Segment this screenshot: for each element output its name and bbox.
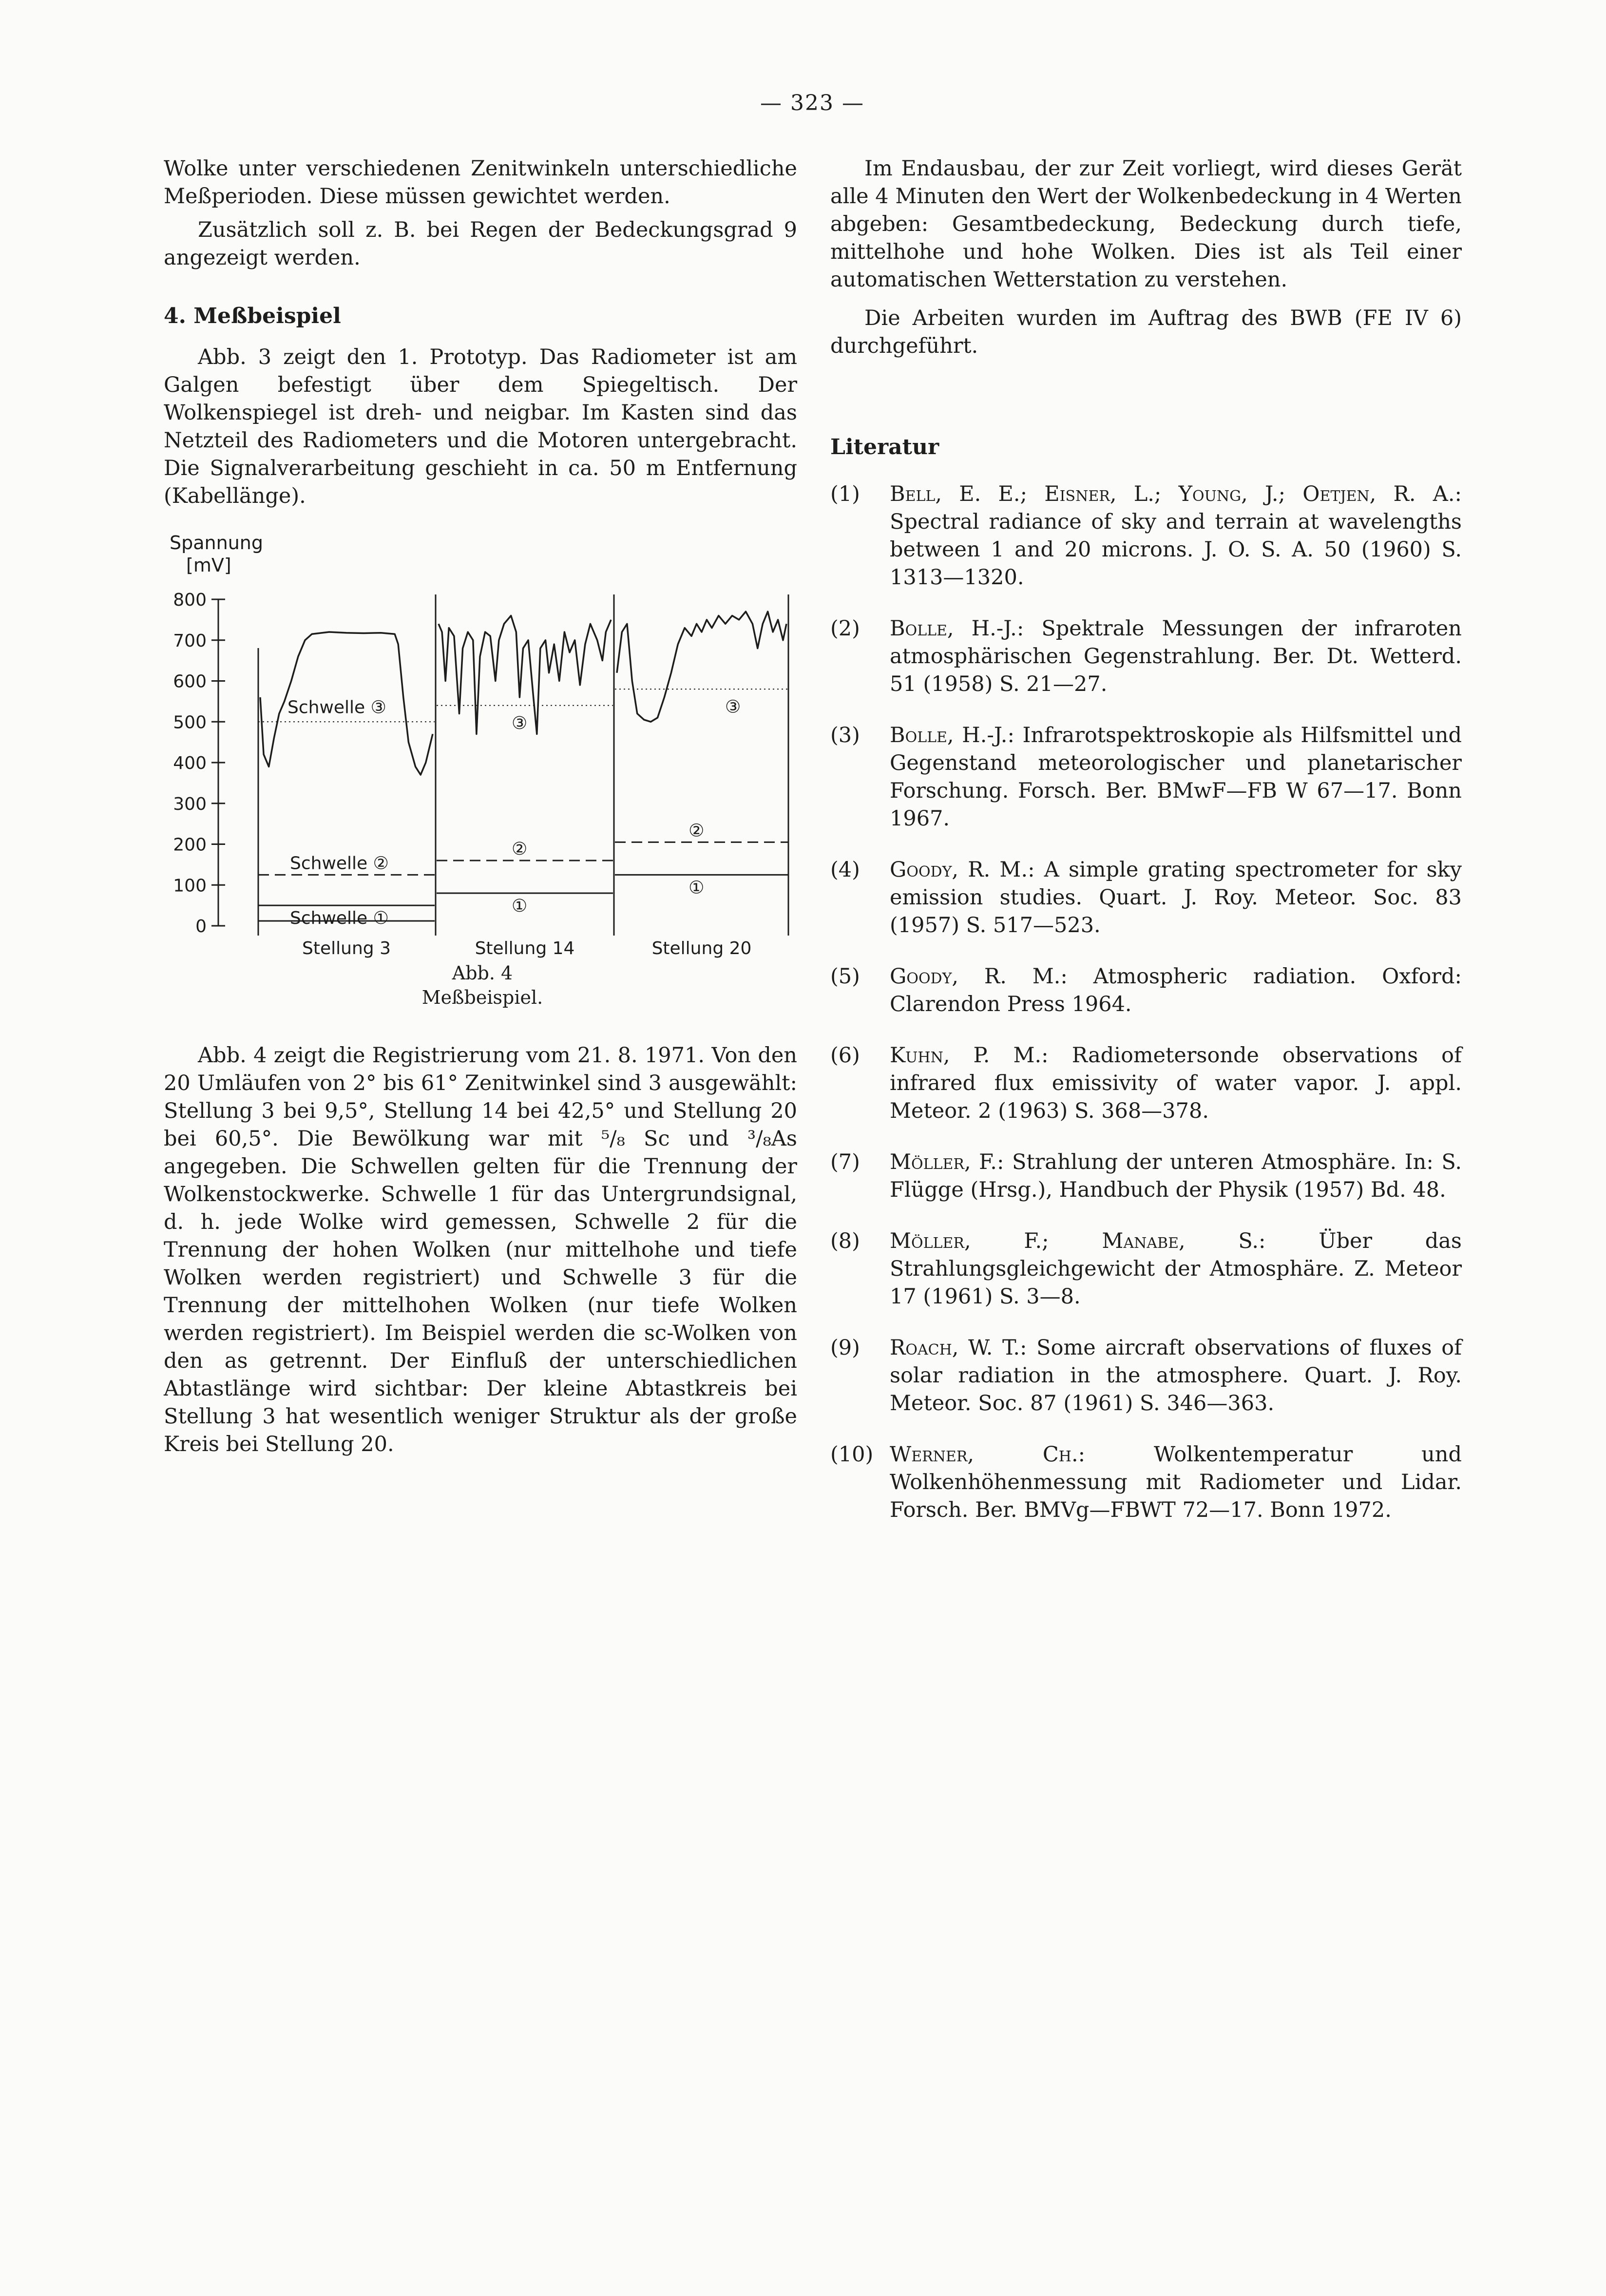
reference-text: Strahlung der unteren Atmosphäre. In: S. Flügge (Hrsg.), Handbuch der Physik (1957) Bd. 48. (890, 1150, 1462, 1202)
reference-text: Über das Strahlungsgleichgewicht der Atmosphäre. Z. Meteor 17 (1961) S. 3—8. (890, 1229, 1462, 1309)
reference-item (830, 856, 1462, 939)
reference-item (830, 1334, 1462, 1417)
literature-heading: Literatur (830, 435, 939, 459)
threshold-3-label: ③ (511, 713, 528, 733)
reference-authors: Bolle, H.-J.: (890, 616, 1024, 641)
reference-text: Spectral radiance of sky and terrain at wavelengths between 1 and 20 microns. J. O. S. A. 50 (1960) S. 1313—1320. (890, 510, 1462, 590)
reference-number: (2) (830, 616, 860, 641)
y-tick-label: 200 (173, 835, 207, 855)
reference-text: Infrarotspektroskopie als Hilfsmittel und Gegenstand meteorologischer und planetarischer Forschung. Forsch. Ber. BMwF—FB W 67—17. Bonn 1967. (890, 723, 1462, 831)
reference-number: (7) (830, 1150, 860, 1174)
threshold-2-label: ② (688, 821, 705, 841)
reference-number: (10) (830, 1442, 874, 1467)
threshold-1-label: ① (511, 896, 528, 916)
reference-item (830, 1042, 1462, 1125)
panel-label: Stellung 3 (302, 938, 391, 958)
paragraph: Abb. 3 zeigt den 1. Prototyp. Das Radiometer ist am Galgen befestigt über dem Spiegeltisch. Der Wolkenspiegel ist dreh- und neigbar. Im Kasten sind das Netzteil des Radiometers und die Motoren untergebracht. Die Signalverarbeitung geschieht in ca. 50 m Entfernung (Kabellänge). (164, 345, 797, 508)
left-column-top (164, 155, 797, 510)
y-axis-label: Spannung (170, 532, 263, 554)
reference-authors: Bolle, H.-J.: (890, 723, 1014, 747)
threshold-2-label: Schwelle ② (290, 853, 389, 874)
reference-item (830, 615, 1462, 698)
y-tick-label: 300 (173, 794, 207, 814)
y-tick-label: 100 (173, 876, 207, 896)
paragraph: Die Arbeiten wurden im Auftrag des BWB (FE IV 6) durchgeführt. (830, 306, 1462, 358)
reference-number: (8) (830, 1229, 860, 1253)
reference-text: Spektrale Messungen der infraroten atmosphärischen Gegenstrahlung. Ber. Dt. Wetterd. 51 (1958) S. 21—27. (890, 616, 1462, 696)
reference-authors: Goody, R. M.: (890, 858, 1035, 882)
reference-item (830, 963, 1462, 1018)
panel-label: Stellung 20 (651, 938, 752, 958)
figure-caption-number: Abb. 4 (452, 962, 513, 984)
reference-list (830, 480, 1462, 1524)
reference-text: A simple grating spectrometer for sky emission studies. Quart. J. Roy. Meteor. Soc. 83 (1957) S. 517—523. (890, 858, 1462, 938)
reference-number: (4) (830, 858, 860, 882)
paragraph: Zusätzlich soll z. B. bei Regen der Bedeckungsgrad 9 angezeigt werden. (164, 218, 797, 270)
reference-authors: Möller, F.: (890, 1150, 1004, 1174)
reference-authors: Kuhn, P. M.: (890, 1043, 1049, 1068)
reference-text: Wolkentemperatur und Wolkenhöhenmessung mit Radiometer und Lidar. Forsch. Ber. BMVg—FBWT 72—17. Bonn 1972. (890, 1442, 1462, 1522)
reference-item (830, 722, 1462, 833)
page-number: — 323 — (760, 91, 864, 115)
y-tick-label: 0 (195, 917, 207, 937)
reference-item (830, 1441, 1462, 1524)
measurement-chart (166, 531, 799, 1014)
reference-number: (6) (830, 1043, 860, 1068)
reference-number: (3) (830, 723, 860, 747)
y-tick-label: 400 (173, 753, 207, 773)
reference-text: Some aircraft observations of fluxes of solar radiation in the atmosphere. Quart. J. Roy. Meteor. Soc. 87 (1961) S. 346—363. (890, 1336, 1462, 1416)
reference-number: (9) (830, 1336, 860, 1360)
reference-text: Atmospheric radiation. Oxford: Clarendon Press 1964. (890, 964, 1462, 1016)
reference-authors: Möller, F.; Manabe, S.: (890, 1229, 1266, 1253)
reference-item (830, 1148, 1462, 1204)
reference-authors: Werner, Ch.: (890, 1442, 1086, 1467)
section-heading: 4. Meßbeispiel (164, 304, 341, 328)
reference-text: Radiometersonde observations of infrared flux emissivity of water vapor. J. appl. Meteor. 2 (1963) S. 368—378. (890, 1043, 1462, 1123)
reference-item (830, 480, 1462, 592)
threshold-1-label: ① (688, 878, 705, 898)
panel-label: Stellung 14 (475, 938, 575, 958)
paragraph: Wolke unter verschiedenen Zenitwinkeln unterschiedliche Meßperioden. Diese müssen gewichtet werden. (164, 156, 797, 209)
threshold-1-label: Schwelle ① (290, 908, 389, 929)
reference-authors: Goody, R. M.: (890, 964, 1068, 989)
y-axis-unit: [mV] (186, 555, 231, 576)
threshold-2-label: ② (511, 839, 528, 859)
paragraph: Abb. 4 zeigt die Registrierung vom 21. 8. 1971. Von den 20 Umläufen von 2° bis 61° Zenitwinkel sind 3 ausgewählt: Stellung 3 bei 9,5°, Stellung 14 bei 42,5° und Stellung 20 bei 60,5°. Die Bewölkung war mit ⁵/₈ Sc und ³/₈As angegeben. Die Schwellen gelten für die Trennung der Wolkenstockwerke. Schwelle 1 für das Untergrundsignal, d. h. jede Wolke wird gemessen, Schwelle 2 für die Trennung der hohen Wolken (nur mittelhohe und tiefe Wolken werden registriert) und Schwelle 3 für die Trennung der mittelhohen Wolken (nur tiefe Wolken werden registriert). Im Beispiel werden die sc-Wolken von den as getrennt. Der Einfluß der unterschiedlichen Abtastlänge wird sichtbar: Der kleine Abtastkreis bei Stellung 3 hat wesentlich weniger Struktur als der große Kreis bei Stellung 20. (164, 1043, 797, 1456)
figure-caption-title: Meßbeispiel. (421, 987, 543, 1008)
threshold-3-label: Schwelle ③ (287, 697, 386, 718)
reference-authors: Roach, W. T.: (890, 1336, 1027, 1360)
signal-trace (617, 612, 786, 722)
reference-number: (1) (830, 482, 860, 506)
y-tick-label: 600 (173, 671, 207, 692)
paragraph: Im Endausbau, der zur Zeit vorliegt, wird dieses Gerät alle 4 Minuten den Wert der Wolkenbedeckung in 4 Werten abgeben: Gesamtbedeckung, Bedeckung durch tiefe, mittelhohe und hohe Wolken. Dies ist als Teil einer automatischen Wetterstation zu verstehen. (830, 156, 1462, 292)
y-tick-label: 700 (173, 631, 207, 651)
figure-abb-4 (166, 531, 799, 1014)
reference-authors: Bell, E. E.; Eisner, L.; Young, J.; Oetjen, R. A.: (890, 482, 1462, 506)
reference-item (830, 1227, 1462, 1311)
right-column (830, 155, 1462, 1548)
y-tick-label: 800 (173, 590, 207, 610)
y-tick-label: 500 (173, 712, 207, 733)
threshold-3-label: ③ (725, 697, 741, 717)
left-column-bottom (164, 1042, 797, 1458)
reference-number: (5) (830, 964, 860, 989)
